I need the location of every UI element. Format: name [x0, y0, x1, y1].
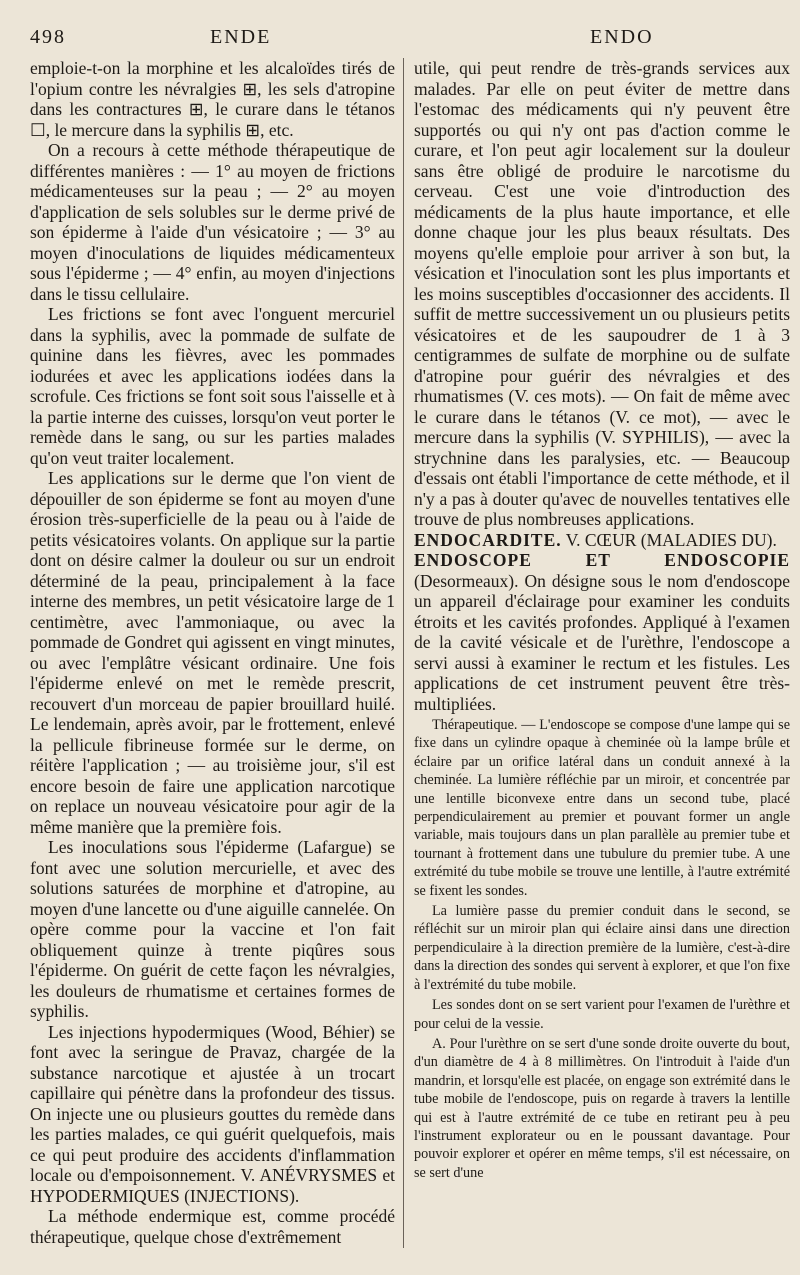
paragraph: Les applications sur le derme que l'on vient de dépouiller de son épiderme se font au moyen d'une érosion très-superficielle de la peau ou à l'aide de petits vésicatoires volants. On applique sur la partie dont on désire calmer la douleur ou sur un endroit déterminé de la peau, principalement à la face interne des membres, un petit vésicatoire large de 1 centimètre, avec l'ammoniaque, ou avec la pommade de Gondret qui agissent en vingt minutes, ou avec l'emplâtre vésicant ordinaire. Une fois l'épiderme enlevé on met le remède prescrit, recouvert d'un morceau de papier brouillard huilé. Le lendemain, après avoir, par le frottement, enlevé la pellicule fibrineuse formée sur le derme, on réitère l'application ; — au troisième jour, s'il est encore besoin de faire une application narcotique on replace un nouveau vésicatoire pour agir de la même manière que la première fois. — [30, 468, 395, 837]
paragraph: emploie-t-on la morphine et les alcaloïdes tirés de l'opium contre les névralgies ⊞, les sels d'atropine dans les contractures ⊞, le curare dans le tétanos ☐, le mercure dans la syphilis ⊞, etc. — [30, 58, 395, 140]
small-paragraph: La lumière passe du premier conduit dans le second, se réfléchit sur un miroir plan qui éclaire ainsi dans une direction perpendiculaire à la direction première de la lumière, c'est-à-dire dans la direction des sondes qui servent à explorer, et que l'on fixe à l'extrémité du tube mobile. — [414, 903, 790, 993]
paragraph: utile, qui peut rendre de très-grands services aux malades. Par elle on peut éviter de mettre dans l'estomac des médicaments qui n'y peuvent être supportés ou qui n'y ont pas d'action comme le curare, et l'on peut agir localement sur la douleur sans être obligé de produire le narcotisme du cerveau. C'est une voie d'introduction des médicaments de la plus haute importance, et elle donne chaque jour les plus beaux résultats. Des moyens qu'elle emploie pour arriver à son but, la vésication et l'inoculation sont les plus importants et les moins susceptibles d'occasionner des accidents. Il suffit de mettre successivement un ou plusieurs petits vésicatoires et de les saupoudrer de 1 à 3 centigrammes de sulfate de morphine ou de sulfate d'atropine pour guérir des névralgies et des rhumatismes (V. ces mots). — On fait de même avec le curare dans le tétanos (V. ce mot), — avec le mercure dans la syphilis (V. SYPHILIS), — avec la strychnine dans les paralysies, etc. — Beaucoup d'essais ont établi l'importance de cette méthode, et il n'y a pas à douter qu'avec de nouvelles tentatives elle trouve de plus nombreuses applications. — [414, 58, 790, 529]
paragraph: Les injections hypodermiques (Wood, Béhier) se font avec la seringue de Pravaz, chargée de la substance narcotique et ajustée à un trocart capillaire qui pénètre dans la profondeur des tissus. On injecte une ou plusieurs gouttes du remède dans les parties malades, ce qui guérit quelquefois, mais ce qui peut produire des accidents d'inflammation locale ou d'empoisonnement. V. ANÉVRYSMES et HYPODERMIQUES (INJECTIONS). — [30, 1021, 395, 1206]
entry-headword: ENDOCARDITE. — [414, 529, 562, 550]
paragraph: Les inoculations sous l'épiderme (Lafargue) se font avec une solution mercurielle, et avec des solutions saturées de morphine et d'atropine, au moyen d'une lancette ou d'une aiguille cannelée. On opère comme pour la vaccine et l'on fait obliquement quinze à trente piqûres sous l'épiderme. On guérit de cette façon les névralgies, les douleurs de rhumatisme et certaines formes de syphilis. — [30, 837, 395, 1021]
right-column — [414, 58, 790, 1258]
entry-text: V. CŒUR (MALADIES DU). — [565, 529, 777, 550]
small-paragraph: Les sondes dont on se sert varient pour l'examen de l'urèthre et pour celui de la vessie. — [414, 997, 790, 1032]
entry-text: (Desormeaux). On désigne sous le nom d'endoscope un appareil d'éclairage pour examiner les conduits étroits et les cavités profondes. Appliqué à l'examen de la cavité vésicale et de l'urèthre, l'endoscope a servi aussi à examiner le rectum et les fistules. Les applications de cet instrument peuvent être très-multipliées. — [414, 570, 790, 714]
paragraph: On a recours à cette méthode thérapeutique de différentes manières : — 1° au moyen de frictions médicamenteuses sur la peau ; — 2° au moyen d'application de sels solubles sur le derme privé de son épiderme à l'aide d'un vésicatoire ; — 3° au moyen d'inoculations de liquides médicamenteux sous l'épiderme ; — 4° enfin, au moyen d'injections dans le tissu cellulaire. — [30, 140, 395, 304]
small-paragraph: A. Pour l'urèthre on se sert d'une sonde droite ouverte du bout, d'un diamètre de 4 à 8 millimètres. On l'introduit à l'aide d'un mandrin, et lorsqu'elle est placée, on engage son extrémité dans le tube mobile de l'endoscope, puis on regarde à travers la lentille qui est à l'autre extrémité de ce tube en retirant peu à peu l'instrument explorateur ou en le poussant davantage. Pour pouvoir explorer et opérer en même temps, s'il est nécessaire, on se sert d'une — [414, 1035, 790, 1181]
left-column — [30, 58, 395, 1258]
entry-endoscope — [414, 550, 790, 714]
entry-endocardite — [414, 530, 790, 551]
right-running-head: ENDO — [590, 26, 654, 48]
left-running-head: ENDE — [210, 26, 272, 48]
page-number: 498 — [30, 26, 66, 48]
small-paragraph: Thérapeutique. — L'endoscope se compose d'une lampe qui se fixe dans un cylindre opaque à cheminée où la lampe brûle et éclaire par un orifice latéral dans un conduit annexé à la cheminée. La lumière réfléchie par un miroir, et concentrée par une lentille biconvexe entre dans un second tube, placé perpendiculairement au premier et pouvant former un angle variable, mais toujours dans un plan parallèle au premier tube et tournant à frottement dans une tubulure du premier tube. A une extrémité du tube mobile se trouve une lentille, à l'autre extrémité se fixent les sondes. — [414, 717, 790, 899]
paragraph: La méthode endermique est, comme procédé thérapeutique, quelque chose d'extrêmement — [30, 1206, 395, 1247]
column-divider — [403, 58, 404, 1248]
paragraph: Les frictions se font avec l'onguent mercuriel dans la syphilis, avec la pommade de sulfate de quinine dans les fièvres, avec les pommades iodurées et avec les applications iodées dans la scrofule. Ces frictions se font soit sous l'aisselle et à la partie interne des cuisses, lorsqu'on veut porter le remède dans le sang, ou sur les parties malades qu'on veut traiter localement. — [30, 304, 395, 468]
entry-headword: ENDOSCOPE ET ENDOSCOPIE — [414, 550, 790, 570]
running-header — [30, 20, 770, 56]
